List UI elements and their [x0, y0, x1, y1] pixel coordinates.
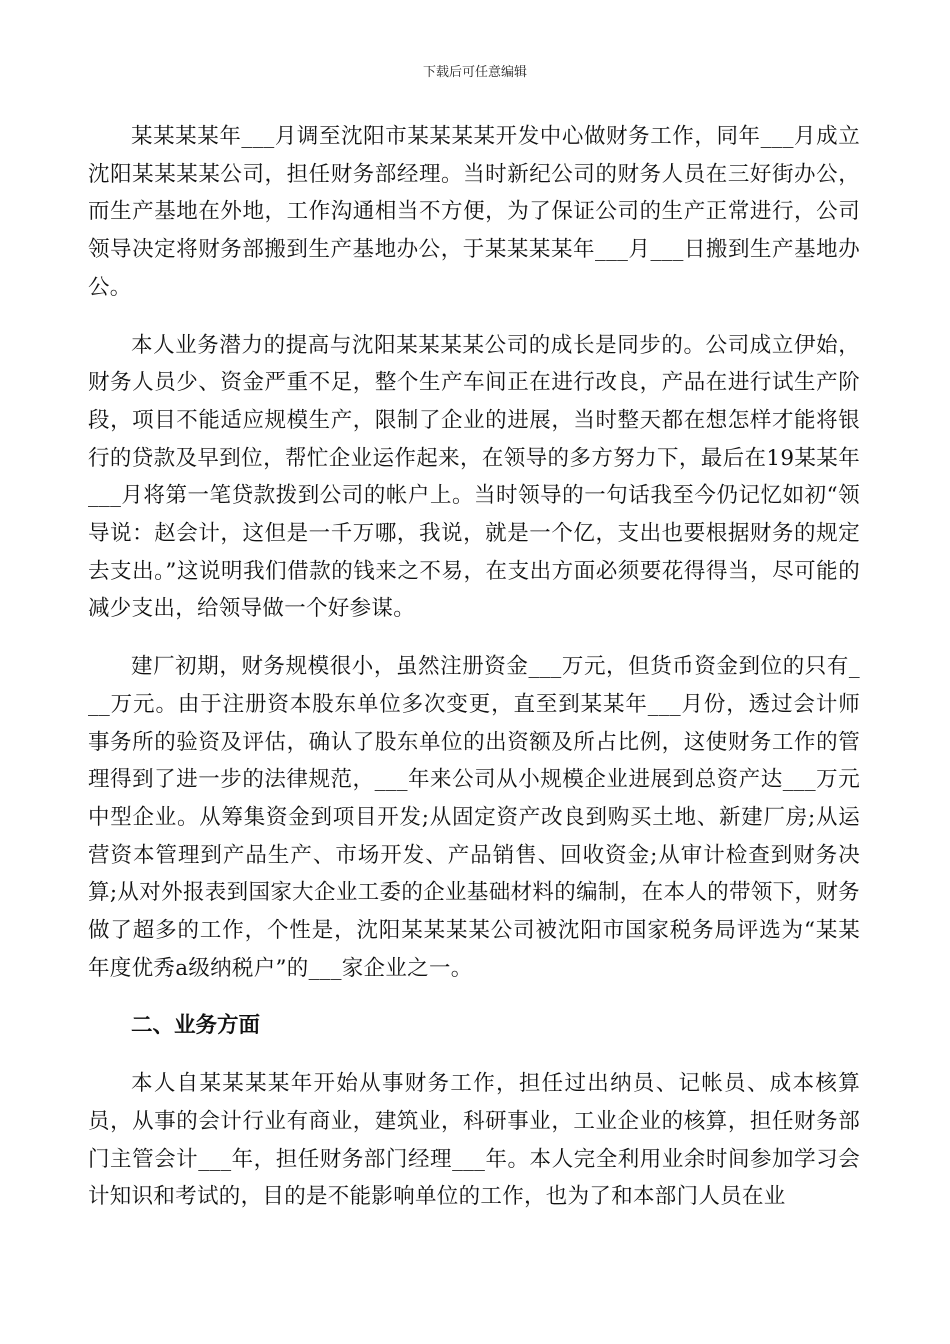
paragraph-early-finance: 建厂初期，财务规模很小，虽然注册资金___万元，但货币资金到位的只有___万元。由于注册资本股东单位多次变更，直至到某某年___月份，透过会计师事务所的验资及评估，确认了股东单位的出资额及所占比例，这使财务工作的管理得到了进一步的法律规范，___年来公司从小规模企业进展到总资产达___万元中型企业。从筹集资金到项目开发;从固定资产改良到购买土地、新建厂房;从运营资本管理到产品生产、市场开发、产品销售、回收资金;从审计检查到财务决算;从对外报表到国家大企业工委的企业基础材料的编制，在本人的带领下，财务做了超多的工作，个性是，沈阳某某某某公司被沈阳市国家税务局评选为“某某年度优秀a级纳税户”的___家企业之一。: [88, 654, 860, 981]
section-heading-business: 二、业务方面: [131, 1013, 261, 1039]
paragraph-transfer-history: 某某某某年___月调至沈阳市某某某某开发中心做财务工作，同年___月成立沈阳某某某某公司，担任财务部经理。当时新纪公司的财务人员在三好街办公，而生产基地在外地，工作沟通相当不方便，为了保证公司的生产正常进行，公司领导决定将财务部搬到生产基地办公，于某某某某年___月___日搬到生产基地办公。: [88, 124, 860, 300]
document-body: [88, 118, 860, 1236]
paragraph-company-growth: 本人业务潜力的提高与沈阳某某某某公司的成长是同步的。公司成立伊始，财务人员少、资金严重不足，整个生产车间正在进行改良，产品在进行试生产阶段，项目不能适应规模生产，限制了企业的进展，当时整天都在想怎样才能将银行的贷款及早到位，帮忙企业运作起来，在领导的多方努力下，最后在19某某年___月将第一笔贷款拨到公司的帐户上。当时领导的一句话我至今仍记忆如初“领导说：赵会计，这但是一千万哪，我说，就是一个亿，支出也要根据财务的规定去支出。”这说明我们借款的钱来之不易，在支出方面必须要花得得当，尽可能的减少支出，给领导做一个好参谋。: [88, 332, 860, 622]
paragraph-business-experience: 本人自某某某某年开始从事财务工作，担任过出纳员、记帐员、成本核算员，从事的会计行业有商业，建筑业，科研事业，工业企业的核算，担任财务部门主管会计___年，担任财务部门经理___年。本人完全利用业余时间参加学习会计知识和考试的，目的是不能影响单位的工作，也为了和本部门人员在业: [88, 1071, 860, 1210]
page-header: 下载后可任意编辑: [422, 65, 527, 80]
